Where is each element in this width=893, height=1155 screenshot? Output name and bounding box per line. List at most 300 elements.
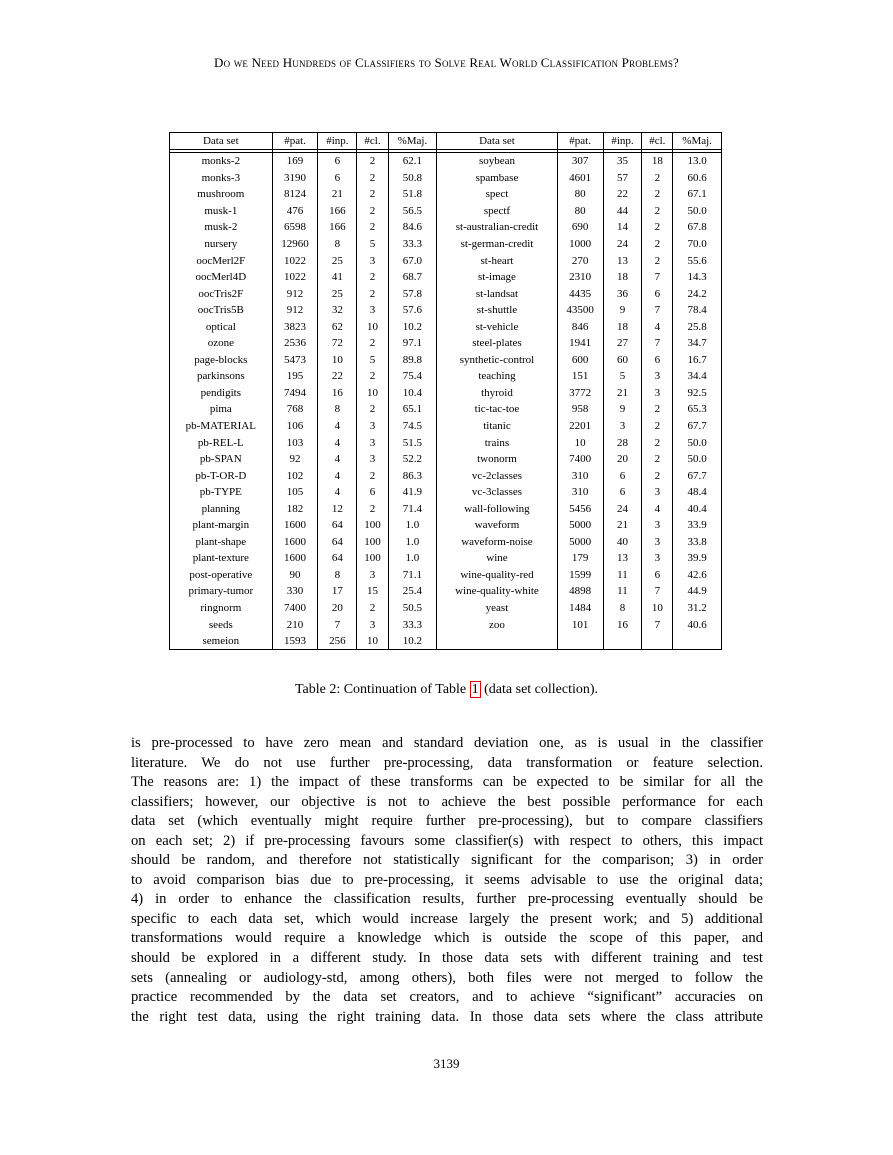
value-cell: 3 bbox=[642, 368, 673, 385]
value-cell bbox=[557, 633, 603, 650]
text-line: on each set; 2) if pre-processing favours some classifier(s) with respect to others, this impact bbox=[131, 832, 763, 849]
value-cell: 67.8 bbox=[673, 219, 722, 236]
col-header: %Maj. bbox=[673, 133, 722, 150]
table-row bbox=[170, 550, 722, 567]
value-cell: 25 bbox=[318, 252, 357, 269]
value-cell: 34.7 bbox=[673, 335, 722, 352]
value-cell: 6 bbox=[357, 484, 388, 501]
value-cell: 67.7 bbox=[673, 418, 722, 435]
value-cell: 8 bbox=[318, 567, 357, 584]
text-line: the right test data, using the right training data. In those data sets where the class attribute bbox=[131, 1008, 763, 1025]
table-caption bbox=[0, 682, 893, 698]
value-cell: 1600 bbox=[272, 550, 318, 567]
dataset-name-cell: pima bbox=[170, 401, 273, 418]
dataset-name-cell: waveform bbox=[437, 517, 557, 534]
value-cell: 2 bbox=[642, 252, 673, 269]
value-cell: 1600 bbox=[272, 517, 318, 534]
dataset-name-cell: titanic bbox=[437, 418, 557, 435]
value-cell: 67.0 bbox=[388, 252, 437, 269]
value-cell: 24 bbox=[603, 500, 642, 517]
value-cell: 2 bbox=[357, 600, 388, 617]
value-cell: 25.4 bbox=[388, 583, 437, 600]
value-cell: 310 bbox=[557, 484, 603, 501]
value-cell: 57.8 bbox=[388, 285, 437, 302]
value-cell: 34.4 bbox=[673, 368, 722, 385]
value-cell: 2 bbox=[642, 418, 673, 435]
col-header: #inp. bbox=[318, 133, 357, 150]
table-reference-link[interactable]: 1 bbox=[471, 682, 479, 697]
value-cell: 4 bbox=[318, 418, 357, 435]
col-header: %Maj. bbox=[388, 133, 437, 150]
value-cell: 182 bbox=[272, 500, 318, 517]
dataset-name-cell: primary-tumor bbox=[170, 583, 273, 600]
value-cell: 31.2 bbox=[673, 600, 722, 617]
table-row bbox=[170, 517, 722, 534]
value-cell: 7 bbox=[642, 269, 673, 286]
value-cell: 39.9 bbox=[673, 550, 722, 567]
dataset-name-cell: pendigits bbox=[170, 385, 273, 402]
value-cell: 64 bbox=[318, 550, 357, 567]
dataset-name-cell: parkinsons bbox=[170, 368, 273, 385]
value-cell: 1022 bbox=[272, 252, 318, 269]
value-cell: 3190 bbox=[272, 170, 318, 187]
value-cell: 2 bbox=[642, 451, 673, 468]
text-line: classifiers; however, our objective is not to achieve the best possible performance for each bbox=[131, 793, 763, 810]
dataset-name-cell: soybean bbox=[437, 153, 557, 170]
value-cell: 33.9 bbox=[673, 517, 722, 534]
dataset-name-cell: pb-SPAN bbox=[170, 451, 273, 468]
value-cell: 25.8 bbox=[673, 318, 722, 335]
text-line: to avoid comparison bias due to pre-processing, it seems advisable to use the original data; bbox=[131, 871, 763, 888]
dataset-name-cell: steel-plates bbox=[437, 335, 557, 352]
dataset-name-cell: plant-margin bbox=[170, 517, 273, 534]
value-cell: 2 bbox=[642, 434, 673, 451]
value-cell: 89.8 bbox=[388, 352, 437, 369]
value-cell: 1.0 bbox=[388, 517, 437, 534]
value-cell: 10 bbox=[318, 352, 357, 369]
value-cell: 57.6 bbox=[388, 302, 437, 319]
value-cell: 68.7 bbox=[388, 269, 437, 286]
dataset-name-cell: oocMerl2F bbox=[170, 252, 273, 269]
table-row bbox=[170, 335, 722, 352]
value-cell: 11 bbox=[603, 583, 642, 600]
value-cell: 62.1 bbox=[388, 153, 437, 170]
table-body bbox=[170, 153, 722, 650]
value-cell: 20 bbox=[318, 600, 357, 617]
body-paragraph bbox=[131, 734, 763, 1027]
text-line: is pre-processed to have zero mean and standard deviation one, as is usual in the classifier bbox=[131, 735, 763, 751]
value-cell: 21 bbox=[603, 517, 642, 534]
value-cell: 5473 bbox=[272, 352, 318, 369]
dataset-name-cell: synthetic-control bbox=[437, 352, 557, 369]
value-cell: 2310 bbox=[557, 269, 603, 286]
value-cell: 2 bbox=[357, 285, 388, 302]
table-row bbox=[170, 500, 722, 517]
value-cell: 74.5 bbox=[388, 418, 437, 435]
value-cell: 86.3 bbox=[388, 467, 437, 484]
value-cell: 476 bbox=[272, 203, 318, 220]
value-cell: 40 bbox=[603, 534, 642, 551]
value-cell: 3 bbox=[642, 550, 673, 567]
table-row bbox=[170, 467, 722, 484]
value-cell: 8 bbox=[318, 236, 357, 253]
table-row bbox=[170, 186, 722, 203]
value-cell: 25 bbox=[318, 285, 357, 302]
dataset-name-cell: mushroom bbox=[170, 186, 273, 203]
dataset-name-cell: pb-TYPE bbox=[170, 484, 273, 501]
value-cell: 307 bbox=[557, 153, 603, 170]
value-cell: 3 bbox=[357, 252, 388, 269]
value-cell: 70.0 bbox=[673, 236, 722, 253]
dataset-name-cell: post-operative bbox=[170, 567, 273, 584]
text-line: literature. We do not use further pre-processing, data transformation or feature selection. bbox=[131, 754, 763, 771]
value-cell: 72 bbox=[318, 335, 357, 352]
dataset-name-cell: nursery bbox=[170, 236, 273, 253]
table-row bbox=[170, 600, 722, 617]
value-cell: 7494 bbox=[272, 385, 318, 402]
value-cell: 4 bbox=[318, 434, 357, 451]
value-cell: 2 bbox=[642, 467, 673, 484]
value-cell: 8 bbox=[603, 600, 642, 617]
value-cell: 43500 bbox=[557, 302, 603, 319]
value-cell: 50.0 bbox=[673, 434, 722, 451]
value-cell: 3 bbox=[642, 484, 673, 501]
value-cell: 11 bbox=[603, 567, 642, 584]
value-cell: 690 bbox=[557, 219, 603, 236]
value-cell: 600 bbox=[557, 352, 603, 369]
value-cell: 52.2 bbox=[388, 451, 437, 468]
dataset-name-cell: thyroid bbox=[437, 385, 557, 402]
value-cell: 16.7 bbox=[673, 352, 722, 369]
text-line: specific to each data set, which would increase largely the present work; and 5) additional bbox=[131, 910, 763, 927]
dataset-name-cell: tic-tac-toe bbox=[437, 401, 557, 418]
table-row bbox=[170, 401, 722, 418]
dataset-name-cell: st-german-credit bbox=[437, 236, 557, 253]
col-header: #inp. bbox=[603, 133, 642, 150]
value-cell: 24 bbox=[603, 236, 642, 253]
dataset-name-cell: ringnorm bbox=[170, 600, 273, 617]
caption-prefix: Table 2: Continuation of Table bbox=[294, 682, 470, 697]
text-line: practice recommended by the data set creators, and to achieve “significant” accuracies on bbox=[131, 989, 763, 1006]
value-cell: 92.5 bbox=[673, 385, 722, 402]
value-cell: 10 bbox=[357, 318, 388, 335]
value-cell: 2536 bbox=[272, 335, 318, 352]
table-row bbox=[170, 385, 722, 402]
value-cell: 105 bbox=[272, 484, 318, 501]
table-row bbox=[170, 451, 722, 468]
col-header: Data set bbox=[170, 133, 273, 150]
dataset-name-cell: wall-following bbox=[437, 500, 557, 517]
value-cell: 2 bbox=[642, 236, 673, 253]
value-cell: 14 bbox=[603, 219, 642, 236]
table-row bbox=[170, 236, 722, 253]
table-row bbox=[170, 434, 722, 451]
value-cell: 50.0 bbox=[673, 203, 722, 220]
dataset-name-cell: musk-2 bbox=[170, 219, 273, 236]
value-cell: 65.1 bbox=[388, 401, 437, 418]
value-cell: 40.6 bbox=[673, 616, 722, 633]
dataset-name-cell: st-heart bbox=[437, 252, 557, 269]
dataset-name-cell: oocTris2F bbox=[170, 285, 273, 302]
dataset-name-cell: musk-1 bbox=[170, 203, 273, 220]
value-cell: 90 bbox=[272, 567, 318, 584]
value-cell: 5 bbox=[603, 368, 642, 385]
value-cell: 4601 bbox=[557, 170, 603, 187]
value-cell: 2201 bbox=[557, 418, 603, 435]
table-row bbox=[170, 252, 722, 269]
value-cell: 10.4 bbox=[388, 385, 437, 402]
value-cell: 60 bbox=[603, 352, 642, 369]
table-row bbox=[170, 418, 722, 435]
value-cell: 4898 bbox=[557, 583, 603, 600]
value-cell: 7 bbox=[642, 302, 673, 319]
value-cell: 2 bbox=[357, 170, 388, 187]
value-cell: 3 bbox=[357, 418, 388, 435]
value-cell: 4 bbox=[642, 318, 673, 335]
value-cell: 7 bbox=[642, 583, 673, 600]
value-cell: 166 bbox=[318, 203, 357, 220]
dataset-name-cell: semeion bbox=[170, 633, 273, 650]
data-set-table bbox=[169, 132, 722, 650]
value-cell: 10 bbox=[642, 600, 673, 617]
value-cell: 179 bbox=[557, 550, 603, 567]
value-cell: 2 bbox=[642, 170, 673, 187]
value-cell: 1022 bbox=[272, 269, 318, 286]
value-cell: 57 bbox=[603, 170, 642, 187]
value-cell: 44 bbox=[603, 203, 642, 220]
dataset-name-cell: oocTris5B bbox=[170, 302, 273, 319]
table-row bbox=[170, 633, 722, 650]
value-cell: 48.4 bbox=[673, 484, 722, 501]
value-cell: 7 bbox=[318, 616, 357, 633]
value-cell: 3823 bbox=[272, 318, 318, 335]
dataset-name-cell: vc-2classes bbox=[437, 467, 557, 484]
dataset-name-cell: plant-texture bbox=[170, 550, 273, 567]
value-cell: 84.6 bbox=[388, 219, 437, 236]
value-cell: 3 bbox=[642, 385, 673, 402]
value-cell: 36 bbox=[603, 285, 642, 302]
value-cell: 10 bbox=[357, 633, 388, 650]
dataset-name-cell: twonorm bbox=[437, 451, 557, 468]
value-cell: 50.8 bbox=[388, 170, 437, 187]
value-cell: 912 bbox=[272, 302, 318, 319]
dataset-name-cell: st-australian-credit bbox=[437, 219, 557, 236]
value-cell: 13.0 bbox=[673, 153, 722, 170]
value-cell: 6 bbox=[642, 352, 673, 369]
value-cell: 5 bbox=[357, 352, 388, 369]
table-row bbox=[170, 269, 722, 286]
dataset-name-cell: st-shuttle bbox=[437, 302, 557, 319]
text-line: data set (which eventually might require further pre-processing), but to compare classifiers bbox=[131, 813, 763, 830]
value-cell: 64 bbox=[318, 517, 357, 534]
value-cell: 6598 bbox=[272, 219, 318, 236]
value-cell: 55.6 bbox=[673, 252, 722, 269]
value-cell: 3 bbox=[357, 616, 388, 633]
value-cell: 7 bbox=[642, 335, 673, 352]
dataset-name-cell: optical bbox=[170, 318, 273, 335]
dataset-name-cell: spectf bbox=[437, 203, 557, 220]
col-header: #pat. bbox=[272, 133, 318, 150]
value-cell: 10.2 bbox=[388, 633, 437, 650]
value-cell: 50.5 bbox=[388, 600, 437, 617]
dataset-name-cell: pb-T-OR-D bbox=[170, 467, 273, 484]
value-cell: 40.4 bbox=[673, 500, 722, 517]
table-row bbox=[170, 318, 722, 335]
value-cell: 195 bbox=[272, 368, 318, 385]
value-cell: 17 bbox=[318, 583, 357, 600]
value-cell: 5456 bbox=[557, 500, 603, 517]
value-cell: 9 bbox=[603, 302, 642, 319]
value-cell: 80 bbox=[557, 186, 603, 203]
value-cell: 1484 bbox=[557, 600, 603, 617]
value-cell: 15 bbox=[357, 583, 388, 600]
value-cell: 10 bbox=[557, 434, 603, 451]
value-cell: 18 bbox=[603, 318, 642, 335]
value-cell: 13 bbox=[603, 252, 642, 269]
value-cell: 51.8 bbox=[388, 186, 437, 203]
value-cell: 100 bbox=[357, 534, 388, 551]
value-cell: 18 bbox=[642, 153, 673, 170]
value-cell: 330 bbox=[272, 583, 318, 600]
value-cell bbox=[603, 633, 642, 650]
value-cell: 78.4 bbox=[673, 302, 722, 319]
value-cell: 28 bbox=[603, 434, 642, 451]
value-cell: 7400 bbox=[557, 451, 603, 468]
value-cell: 18 bbox=[603, 269, 642, 286]
text-line: transformations would require a knowledge which is outside the scope of this paper, and bbox=[131, 930, 763, 947]
value-cell: 71.1 bbox=[388, 567, 437, 584]
table-row bbox=[170, 352, 722, 369]
value-cell: 71.4 bbox=[388, 500, 437, 517]
value-cell: 51.5 bbox=[388, 434, 437, 451]
value-cell: 3 bbox=[357, 302, 388, 319]
dataset-name-cell: st-landsat bbox=[437, 285, 557, 302]
value-cell: 310 bbox=[557, 467, 603, 484]
value-cell: 5000 bbox=[557, 517, 603, 534]
table bbox=[169, 132, 722, 650]
dataset-name-cell: trains bbox=[437, 434, 557, 451]
dataset-name-cell: pb-REL-L bbox=[170, 434, 273, 451]
value-cell: 27 bbox=[603, 335, 642, 352]
value-cell: 8 bbox=[318, 401, 357, 418]
value-cell: 2 bbox=[357, 186, 388, 203]
value-cell: 8124 bbox=[272, 186, 318, 203]
value-cell: 35 bbox=[603, 153, 642, 170]
value-cell: 4 bbox=[642, 500, 673, 517]
value-cell: 2 bbox=[357, 368, 388, 385]
value-cell: 2 bbox=[357, 219, 388, 236]
table-row bbox=[170, 583, 722, 600]
dataset-name-cell: seeds bbox=[170, 616, 273, 633]
value-cell: 62 bbox=[318, 318, 357, 335]
value-cell: 2 bbox=[357, 401, 388, 418]
value-cell: 16 bbox=[318, 385, 357, 402]
value-cell bbox=[642, 633, 673, 650]
value-cell: 3 bbox=[357, 567, 388, 584]
value-cell: 9 bbox=[603, 401, 642, 418]
value-cell: 1599 bbox=[557, 567, 603, 584]
value-cell: 2 bbox=[642, 203, 673, 220]
value-cell: 67.1 bbox=[673, 186, 722, 203]
value-cell: 21 bbox=[318, 186, 357, 203]
table-row bbox=[170, 170, 722, 187]
value-cell: 169 bbox=[272, 153, 318, 170]
dataset-name-cell: teaching bbox=[437, 368, 557, 385]
value-cell: 56.5 bbox=[388, 203, 437, 220]
table-row bbox=[170, 302, 722, 319]
value-cell: 101 bbox=[557, 616, 603, 633]
col-header: #pat. bbox=[557, 133, 603, 150]
table-row bbox=[170, 153, 722, 170]
value-cell: 21 bbox=[603, 385, 642, 402]
text-line: sets (annealing or audiology-std, among others), both files were not merged to follow the bbox=[131, 969, 763, 986]
value-cell: 12960 bbox=[272, 236, 318, 253]
value-cell: 3 bbox=[357, 434, 388, 451]
table-row bbox=[170, 484, 722, 501]
value-cell: 103 bbox=[272, 434, 318, 451]
value-cell: 16 bbox=[603, 616, 642, 633]
value-cell: 5000 bbox=[557, 534, 603, 551]
value-cell: 22 bbox=[603, 186, 642, 203]
value-cell: 4 bbox=[318, 467, 357, 484]
value-cell: 92 bbox=[272, 451, 318, 468]
value-cell: 3772 bbox=[557, 385, 603, 402]
text-line: The reasons are: 1) the impact of these transforms can be expected to be similar for all the bbox=[131, 774, 763, 791]
value-cell: 3 bbox=[603, 418, 642, 435]
value-cell: 44.9 bbox=[673, 583, 722, 600]
value-cell: 2 bbox=[357, 500, 388, 517]
value-cell: 3 bbox=[642, 534, 673, 551]
value-cell: 846 bbox=[557, 318, 603, 335]
value-cell: 6 bbox=[603, 467, 642, 484]
table-row bbox=[170, 203, 722, 220]
value-cell: 1593 bbox=[272, 633, 318, 650]
value-cell: 22 bbox=[318, 368, 357, 385]
table-row bbox=[170, 534, 722, 551]
table-row bbox=[170, 567, 722, 584]
value-cell: 2 bbox=[642, 219, 673, 236]
value-cell: 60.6 bbox=[673, 170, 722, 187]
value-cell: 41.9 bbox=[388, 484, 437, 501]
value-cell: 33.3 bbox=[388, 236, 437, 253]
col-header: Data set bbox=[437, 133, 557, 150]
value-cell: 958 bbox=[557, 401, 603, 418]
dataset-name-cell: page-blocks bbox=[170, 352, 273, 369]
value-cell: 65.3 bbox=[673, 401, 722, 418]
table-row bbox=[170, 219, 722, 236]
value-cell: 50.0 bbox=[673, 451, 722, 468]
dataset-name-cell: st-image bbox=[437, 269, 557, 286]
dataset-name-cell: wine-quality-red bbox=[437, 567, 557, 584]
value-cell: 4435 bbox=[557, 285, 603, 302]
text-line: 4) in order to enhance the classification results, further pre-processing eventually should be bbox=[131, 891, 763, 908]
value-cell: 100 bbox=[357, 550, 388, 567]
value-cell: 270 bbox=[557, 252, 603, 269]
value-cell: 2 bbox=[357, 335, 388, 352]
value-cell: 256 bbox=[318, 633, 357, 650]
value-cell: 2 bbox=[642, 401, 673, 418]
value-cell: 100 bbox=[357, 517, 388, 534]
caption-suffix: (data set collection). bbox=[480, 682, 599, 697]
dataset-name-cell: ozone bbox=[170, 335, 273, 352]
text-line: should be explored in a different study. In those data sets with different training and test bbox=[131, 950, 763, 967]
dataset-name-cell: planning bbox=[170, 500, 273, 517]
value-cell: 1000 bbox=[557, 236, 603, 253]
dataset-name-cell: spambase bbox=[437, 170, 557, 187]
value-cell: 151 bbox=[557, 368, 603, 385]
value-cell: 33.8 bbox=[673, 534, 722, 551]
dataset-name-cell: plant-shape bbox=[170, 534, 273, 551]
